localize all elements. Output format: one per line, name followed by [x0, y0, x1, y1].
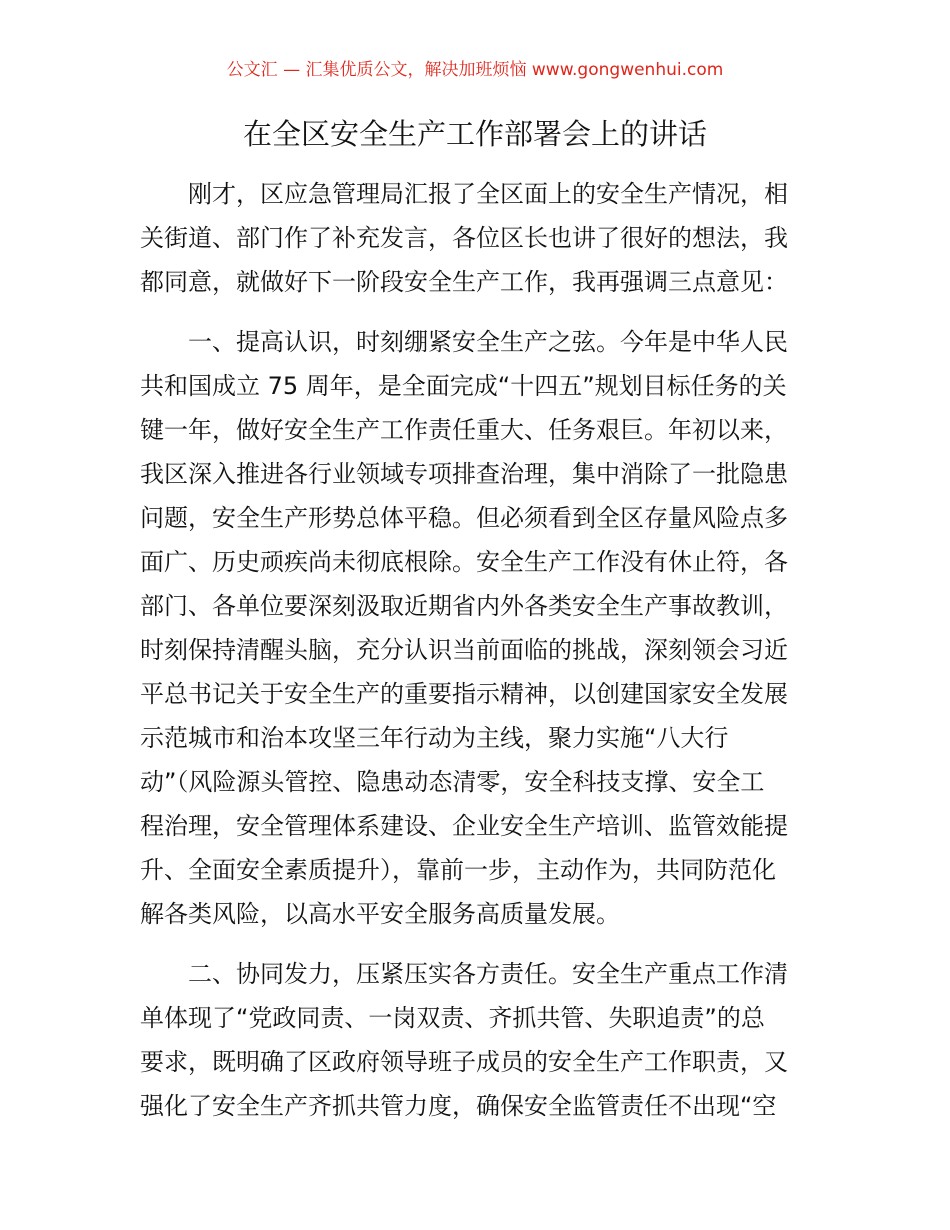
document-title: 在全区安全生产工作部署会上的讲话	[242, 117, 707, 151]
text-line: 共和国成立 75 周年，是全面完成“十四五”规划目标任务的关	[140, 372, 787, 400]
paragraph-intro	[140, 172, 812, 304]
text-line: 解各类风险，以高水平安全服务高质量发展。	[140, 900, 620, 928]
text-line: 我区深入推进各行业领域专项排查治理，集中消除了一批隐患	[140, 460, 788, 488]
text-line: 要求，既明确了区政府领导班子成员的安全生产工作职责，又	[140, 1048, 788, 1076]
text-line: 升、全面安全素质提升），靠前一步，主动作为，共同防范化	[140, 856, 776, 884]
text-line: 都同意，就做好下一阶段安全生产工作，我再强调三点意见：	[140, 268, 788, 296]
text-line: 问题，安全生产形势总体平稳。但必须看到全区存量风险点多	[140, 504, 788, 532]
text-line: 时刻保持清醒头脑，充分认识当前面临的挑战，深刻领会习近	[140, 636, 788, 664]
text-line: 一、提高认识，时刻绷紧安全生产之弦。今年是中华人民	[188, 328, 788, 356]
text-line: 部门、各单位要深刻汲取近期省内外各类安全生产事故教训，	[140, 592, 788, 620]
text-line: 二、协同发力，压紧压实各方责任。安全生产重点工作清	[188, 960, 788, 988]
text-line: 关街道、部门作了补充发言，各位区长也讲了很好的想法，我	[140, 224, 788, 252]
text-line: 面广、历史顽疾尚未彻底根除。安全生产工作没有休止符，各	[140, 548, 788, 576]
document-body	[140, 172, 812, 1128]
paragraph-point-one	[140, 320, 812, 936]
text-line: 动”（风险源头管控、隐患动态清零，安全科技支撑、安全工	[140, 768, 765, 796]
text-line: 强化了安全生产齐抓共管力度，确保安全监管责任不出现“空	[140, 1092, 777, 1120]
text-line: 程治理，安全管理体系建设、企业安全生产培训、监管效能提	[140, 812, 788, 840]
paragraph-point-two	[140, 952, 812, 1128]
text-line: 平总书记关于安全生产的重要指示精神，以创建国家安全发展	[140, 680, 788, 708]
watermark-header: 公文汇 — 汇集优质公文，解决加班烦恼 www.gongwenhui.com	[226, 60, 724, 80]
text-line: 单体现了“党政同责、一岗双责、齐抓共管、失职追责”的总	[140, 1004, 765, 1032]
text-line: 键一年，做好安全生产工作责任重大、任务艰巨。年初以来，	[140, 416, 788, 444]
text-line: 示范城市和治本攻坚三年行动为主线，聚力实施“八大行	[140, 724, 729, 752]
text-line: 刚才，区应急管理局汇报了全区面上的安全生产情况，相	[188, 180, 788, 208]
